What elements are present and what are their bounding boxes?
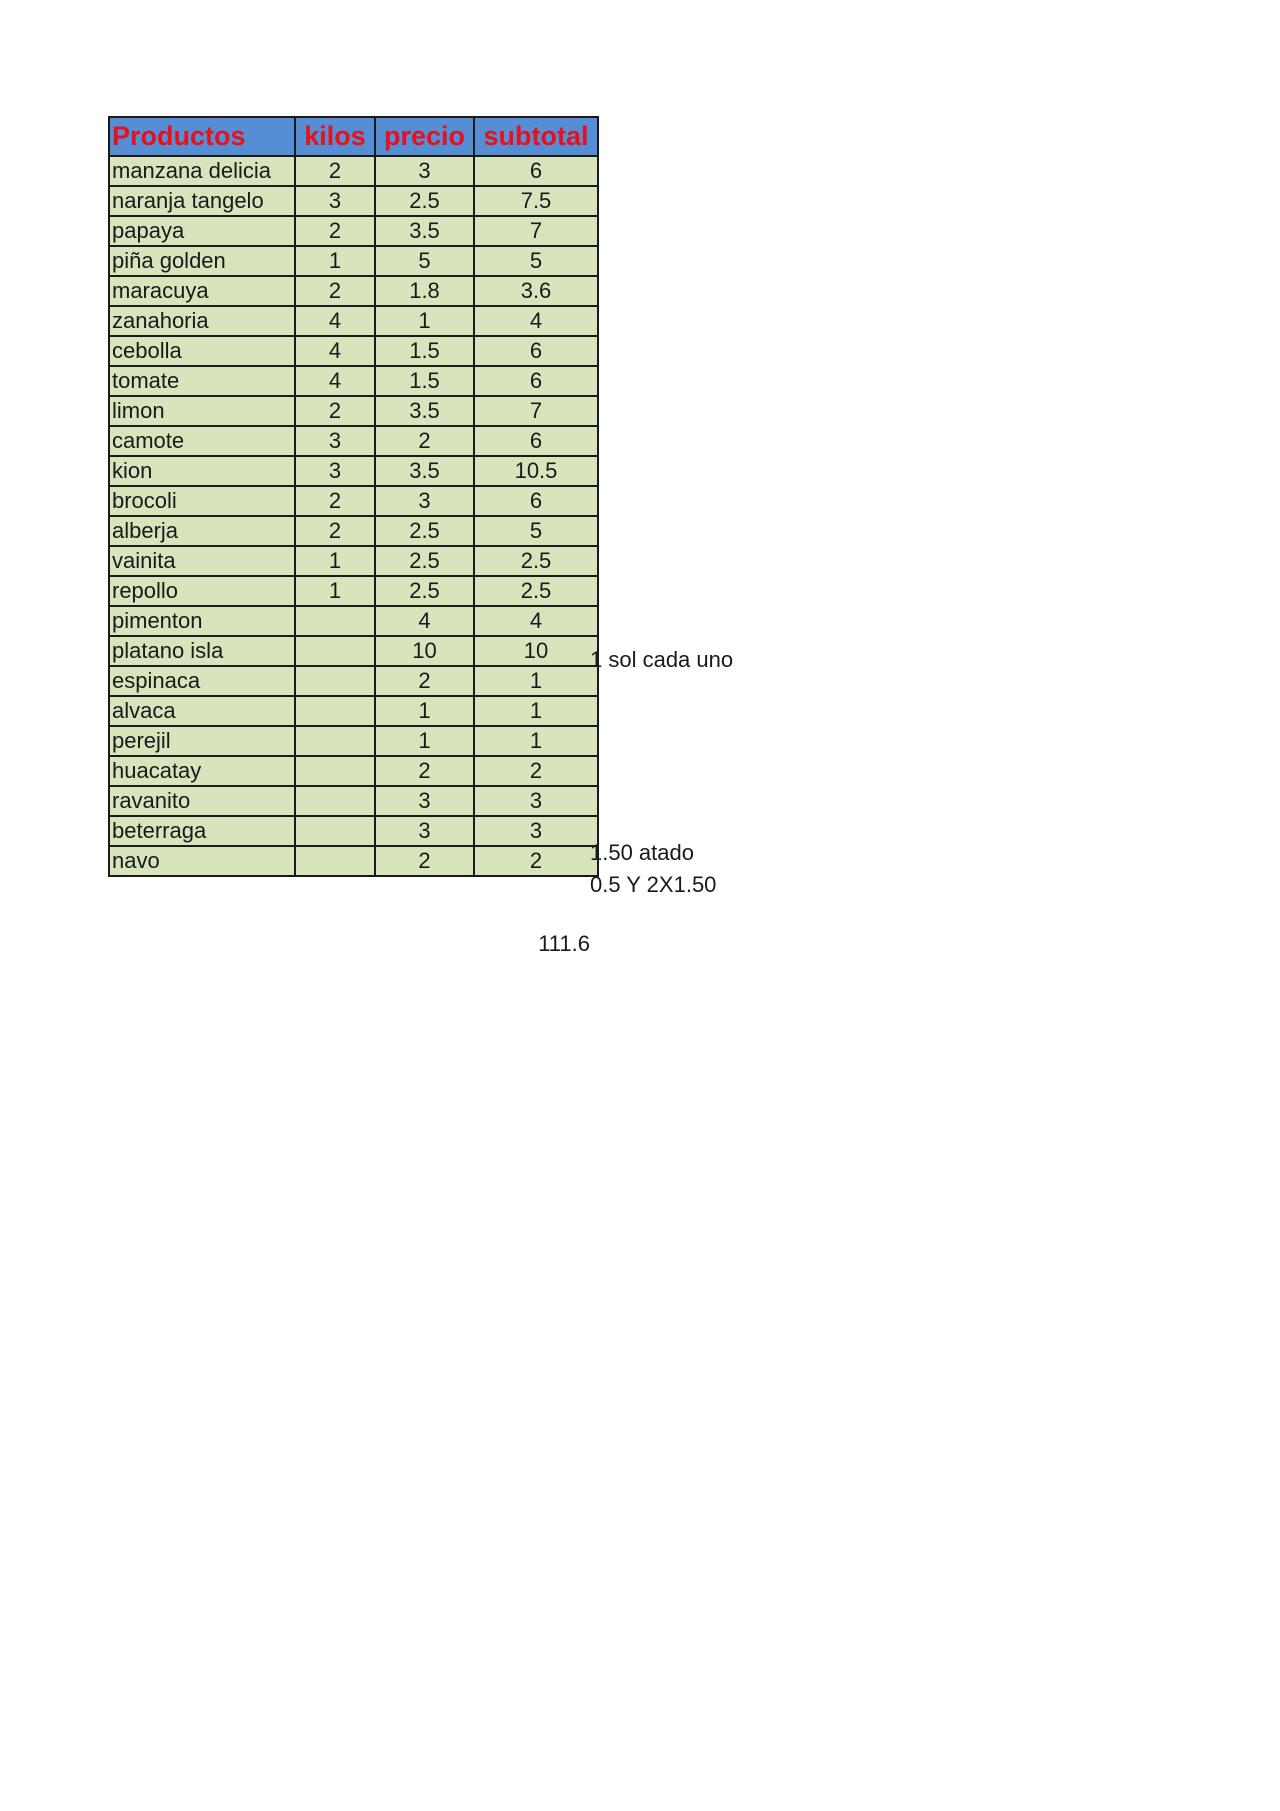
cell-subtotal[interactable]: 2 (474, 756, 598, 786)
cell-kilos[interactable]: 4 (295, 366, 375, 396)
cell-producto[interactable]: piña golden (109, 246, 295, 276)
cell-subtotal[interactable]: 6 (474, 156, 598, 186)
header-productos[interactable]: Productos (109, 117, 295, 156)
cell-kilos[interactable]: 1 (295, 546, 375, 576)
cell-subtotal[interactable]: 5 (474, 516, 598, 546)
cell-precio[interactable]: 1 (375, 726, 474, 756)
cell-kilos[interactable] (295, 636, 375, 666)
note-pimenton[interactable]: 1 sol cada uno (590, 647, 734, 672)
cell-kilos[interactable]: 2 (295, 276, 375, 306)
table-row (109, 546, 598, 576)
cell-kilos[interactable]: 4 (295, 336, 375, 366)
cell-subtotal[interactable]: 3 (474, 786, 598, 816)
cell-kilos[interactable] (295, 666, 375, 696)
table-row (109, 306, 598, 336)
product-table-area (108, 116, 599, 877)
cell-kilos[interactable]: 2 (295, 486, 375, 516)
cell-subtotal[interactable]: 2 (474, 846, 598, 876)
table-row (109, 636, 598, 666)
cell-precio[interactable]: 2 (375, 756, 474, 786)
cell-precio[interactable]: 2 (375, 666, 474, 696)
cell-producto[interactable]: limon (109, 396, 295, 426)
table-header (109, 117, 598, 156)
total-cell[interactable]: 111.6 (538, 931, 590, 956)
cell-producto[interactable]: zanahoria (109, 306, 295, 336)
cell-subtotal[interactable]: 1 (474, 696, 598, 726)
table-row (109, 156, 598, 186)
table-row (109, 786, 598, 816)
cell-producto[interactable]: papaya (109, 216, 295, 246)
cell-kilos[interactable] (295, 846, 375, 876)
cell-subtotal[interactable]: 5 (474, 246, 598, 276)
cell-producto[interactable]: naranja tangelo (109, 186, 295, 216)
cell-producto[interactable]: alvaca (109, 696, 295, 726)
cell-precio[interactable]: 3.5 (375, 456, 474, 486)
table-row (109, 756, 598, 786)
table-body (109, 156, 598, 876)
cell-kilos[interactable]: 1 (295, 576, 375, 606)
cell-precio[interactable]: 1 (375, 696, 474, 726)
cell-subtotal[interactable]: 2.5 (474, 576, 598, 606)
cell-producto[interactable]: kion (109, 456, 295, 486)
cell-subtotal[interactable]: 1 (474, 666, 598, 696)
cell-subtotal[interactable]: 7.5 (474, 186, 598, 216)
table-row (109, 456, 598, 486)
cell-precio[interactable]: 1.8 (375, 276, 474, 306)
cell-precio[interactable]: 3.5 (375, 396, 474, 426)
cell-kilos[interactable] (295, 786, 375, 816)
cell-kilos[interactable]: 2 (295, 516, 375, 546)
cell-subtotal[interactable]: 6 (474, 336, 598, 366)
cell-subtotal[interactable]: 2.5 (474, 546, 598, 576)
cell-precio[interactable]: 5 (375, 246, 474, 276)
cell-subtotal[interactable]: 7 (474, 396, 598, 426)
cell-kilos[interactable] (295, 696, 375, 726)
cell-subtotal[interactable]: 3 (474, 816, 598, 846)
cell-subtotal[interactable]: 6 (474, 486, 598, 516)
cell-producto[interactable]: vainita (109, 546, 295, 576)
cell-kilos[interactable]: 2 (295, 156, 375, 186)
cell-precio[interactable]: 3 (375, 486, 474, 516)
cell-kilos[interactable]: 2 (295, 396, 375, 426)
table-row (109, 726, 598, 756)
cell-producto[interactable]: beterraga (109, 816, 295, 846)
cell-kilos[interactable] (295, 756, 375, 786)
table-row (109, 816, 598, 846)
cell-kilos[interactable]: 4 (295, 306, 375, 336)
cell-producto[interactable]: manzana delicia (109, 156, 295, 186)
table-row (109, 186, 598, 216)
cell-kilos[interactable]: 3 (295, 456, 375, 486)
cell-precio[interactable]: 2.5 (375, 546, 474, 576)
table-row (109, 366, 598, 396)
cell-kilos[interactable]: 3 (295, 186, 375, 216)
cell-precio[interactable]: 3 (375, 816, 474, 846)
cell-producto[interactable]: repollo (109, 576, 295, 606)
cell-producto[interactable]: alberja (109, 516, 295, 546)
cell-producto[interactable]: cebolla (109, 336, 295, 366)
header-row (109, 117, 598, 156)
cell-kilos[interactable] (295, 816, 375, 846)
note-beterraga[interactable]: 0.5 Y 2X1.50 (590, 872, 717, 897)
cell-precio[interactable]: 2 (375, 846, 474, 876)
cell-kilos[interactable]: 1 (295, 246, 375, 276)
cell-precio[interactable]: 1.5 (375, 336, 474, 366)
table-row (109, 276, 598, 306)
header-precio[interactable]: precio (375, 117, 474, 156)
table-row (109, 696, 598, 726)
table-row (109, 216, 598, 246)
cell-subtotal[interactable]: 7 (474, 216, 598, 246)
cell-producto[interactable]: pimenton (109, 606, 295, 636)
cell-precio[interactable]: 1.5 (375, 366, 474, 396)
cell-precio[interactable]: 3 (375, 156, 474, 186)
cell-producto[interactable]: camote (109, 426, 295, 456)
cell-producto[interactable]: tomate (109, 366, 295, 396)
table-row (109, 516, 598, 546)
cell-kilos[interactable]: 3 (295, 426, 375, 456)
cell-subtotal[interactable]: 1 (474, 726, 598, 756)
cell-subtotal[interactable]: 10.5 (474, 456, 598, 486)
header-kilos[interactable]: kilos (295, 117, 375, 156)
cell-subtotal[interactable]: 6 (474, 366, 598, 396)
cell-producto[interactable]: navo (109, 846, 295, 876)
cell-producto[interactable]: espinaca (109, 666, 295, 696)
cell-subtotal[interactable]: 10 (474, 636, 598, 666)
table-row (109, 336, 598, 366)
table-row (109, 426, 598, 456)
product-table (108, 116, 599, 877)
cell-subtotal[interactable]: 4 (474, 306, 598, 336)
cell-precio[interactable]: 4 (375, 606, 474, 636)
table-row (109, 396, 598, 426)
cell-precio[interactable]: 2.5 (375, 186, 474, 216)
cell-precio[interactable]: 3.5 (375, 216, 474, 246)
note-ravanito[interactable]: 1.50 atado (590, 840, 694, 865)
cell-producto[interactable]: huacatay (109, 756, 295, 786)
header-subtotal[interactable]: subtotal (474, 117, 598, 156)
table-row (109, 486, 598, 516)
cell-kilos[interactable]: 2 (295, 216, 375, 246)
table-row (109, 666, 598, 696)
cell-producto[interactable]: platano isla (109, 636, 295, 666)
table-row (109, 246, 598, 276)
cell-precio[interactable]: 2.5 (375, 516, 474, 546)
cell-precio[interactable]: 3 (375, 786, 474, 816)
cell-producto[interactable]: ravanito (109, 786, 295, 816)
table-row (109, 576, 598, 606)
cell-subtotal[interactable]: 4 (474, 606, 598, 636)
table-row (109, 846, 598, 876)
cell-producto[interactable]: maracuya (109, 276, 295, 306)
cell-precio[interactable]: 2 (375, 426, 474, 456)
cell-subtotal[interactable]: 6 (474, 426, 598, 456)
table-row (109, 606, 598, 636)
cell-subtotal[interactable]: 3.6 (474, 276, 598, 306)
cell-precio[interactable]: 10 (375, 636, 474, 666)
cell-precio[interactable]: 2.5 (375, 576, 474, 606)
cell-precio[interactable]: 1 (375, 306, 474, 336)
cell-producto[interactable]: perejil (109, 726, 295, 756)
cell-producto[interactable]: brocoli (109, 486, 295, 516)
cell-kilos[interactable] (295, 606, 375, 636)
cell-kilos[interactable] (295, 726, 375, 756)
